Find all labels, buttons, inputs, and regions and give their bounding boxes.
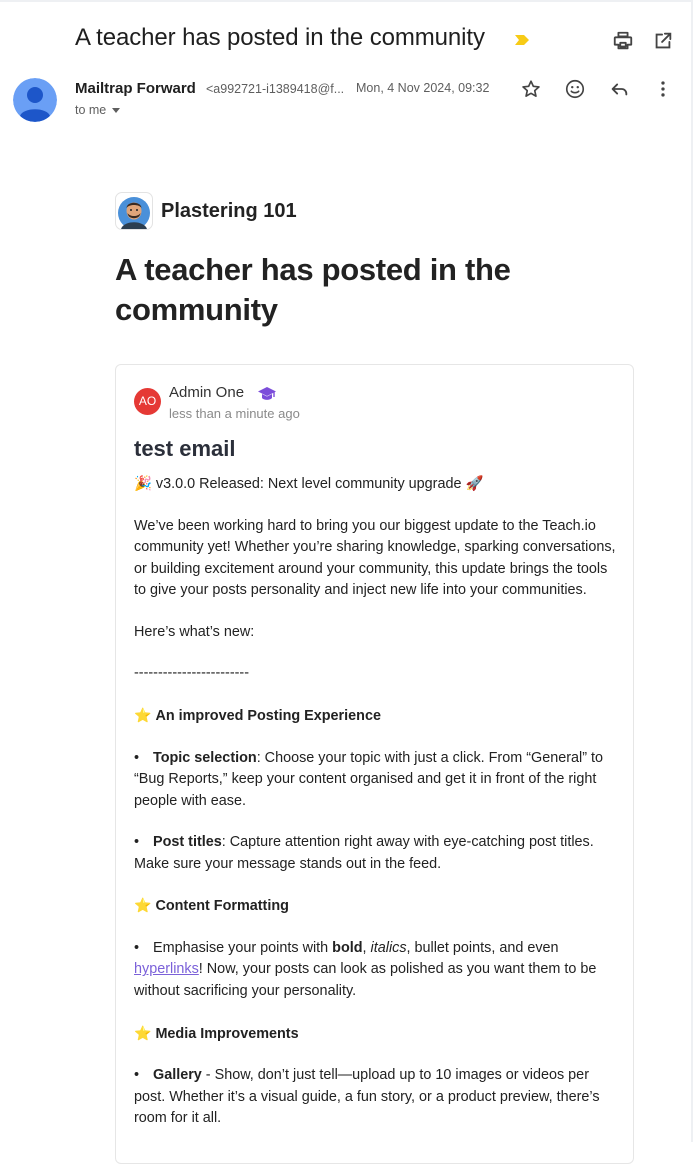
star-emoji-icon: ⭐ [134,707,152,724]
section-heading-posting [134,705,619,727]
print-icon[interactable] [612,30,634,52]
importance-marker-icon[interactable] [514,33,530,47]
italic-example: italics [370,940,407,957]
bullet-icon: • [134,834,140,851]
bullet-post-titles [134,832,619,875]
bullet-topic-selection [134,748,619,812]
bullet-text: : Capture attention right away with eye-catching post titles. Make sure your message stands out in the feed. [134,834,594,872]
section-heading-text: Content Formatting [155,898,289,915]
post-card [115,364,634,1164]
course-name: Plastering 101 [161,200,297,222]
bold-example: bold [332,940,363,957]
bullet-text: - Show, don’t just tell—upload up to 10 images or videos per post. Whether it’s a visual guide, a fun story, or a product preview, there’s room for it all. [134,1067,600,1127]
emoji-reaction-icon[interactable] [564,78,586,100]
caret-down-icon [112,108,120,113]
hyperlinks-link[interactable]: hyperlinks [134,961,199,978]
recipient-dropdown[interactable] [75,103,120,117]
bullet-text: , bullet points, and even [406,940,559,957]
sender-name[interactable]: Mailtrap Forward [75,80,196,97]
release-line: 🎉 v3.0.0 Released: Next level community upgrade 🚀 [134,476,484,492]
bullet-text: ! Now, your posts can look as polished as you want them to be without sacrificing your personality. [134,961,597,999]
bullet-icon: • [134,940,140,957]
email-subject: A teacher has posted in the community [75,24,485,51]
top-divider [0,0,693,2]
bullet-text: Emphasise your points with [153,940,333,957]
post-time: less than a minute ago [169,406,300,421]
post-body [134,474,619,1150]
more-vertical-icon[interactable] [652,78,674,100]
email-date: Mon, 4 Nov 2024, 09:32 [356,81,490,95]
section-heading-media [134,1023,619,1045]
sender-avatar[interactable] [13,78,57,122]
open-in-new-window-icon[interactable] [652,30,674,52]
course-logo [115,192,153,230]
star-icon[interactable] [520,78,542,100]
bullet-text: : Choose your topic with just a click. From “General” to “Bug Reports,” keep your content organised and get it in front of the right people with ease. [134,749,603,809]
reply-icon[interactable] [608,78,630,100]
recipient-label: to me [75,103,107,117]
author-avatar: AO [134,388,161,415]
whats-new-line: Here’s what’s new: [134,623,255,640]
section-heading-formatting [134,895,619,917]
bullet-icon: • [134,1067,140,1084]
star-emoji-icon: ⭐ [134,1024,152,1041]
star-emoji-icon: ⭐ [134,897,152,914]
section-heading-text: Media Improvements [155,1025,299,1042]
bullet-label: Post titles [153,834,222,851]
bullet-gallery [134,1065,619,1129]
sender-email: <a992721-i1389418@f... [206,82,345,96]
email-headline: A teacher has posted in the community [115,252,511,327]
bullet-label: Topic selection [153,749,257,766]
post-title: test email [134,436,236,461]
author-name: Admin One [169,384,245,401]
section-heading-text: An improved Posting Experience [155,708,381,725]
bullet-label: Gallery [153,1067,202,1084]
bullet-icon: • [134,749,140,766]
graduation-cap-icon [257,386,277,402]
default-avatar-icon [13,78,57,122]
divider-line: ------------------------ [134,665,250,682]
separator-text: , [362,940,371,957]
intro-paragraph: We’ve been working hard to bring you our biggest update to the Teach.io community yet! Whether you’re sharing knowledge, sparking conversations, or building excitement around your community, this update brings the tools to give your posts personality and inject new life into your communities. [134,517,616,598]
bullet-formatting [134,938,619,1002]
